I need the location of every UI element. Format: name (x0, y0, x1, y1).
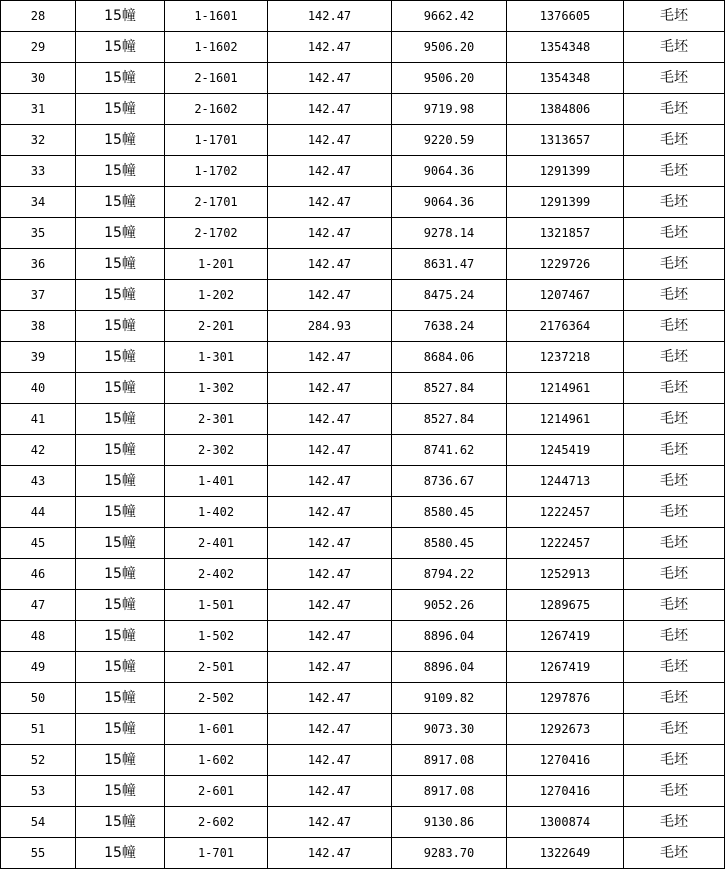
cell-total-price: 1354348 (507, 32, 624, 63)
cell-seq: 33 (1, 156, 76, 187)
cell-total-price: 1207467 (507, 280, 624, 311)
cell-unit: 2-302 (165, 435, 268, 466)
table-row (1, 63, 725, 94)
cell-building: 15幢 (76, 404, 165, 435)
table-row (1, 249, 725, 280)
cell-area: 142.47 (268, 435, 392, 466)
cell-status: 毛坯 (624, 466, 725, 497)
cell-area: 142.47 (268, 683, 392, 714)
table-row (1, 187, 725, 218)
cell-building: 15幢 (76, 528, 165, 559)
cell-total-price: 1222457 (507, 497, 624, 528)
cell-unit-price: 8896.04 (392, 652, 507, 683)
table-row (1, 745, 725, 776)
cell-unit: 1-202 (165, 280, 268, 311)
cell-status: 毛坯 (624, 776, 725, 807)
cell-unit-price: 9220.59 (392, 125, 507, 156)
cell-area: 142.47 (268, 187, 392, 218)
cell-unit-price: 9719.98 (392, 94, 507, 125)
cell-total-price: 1289675 (507, 590, 624, 621)
cell-seq: 52 (1, 745, 76, 776)
cell-status: 毛坯 (624, 528, 725, 559)
table-row (1, 32, 725, 63)
cell-total-price: 1291399 (507, 156, 624, 187)
cell-area: 142.47 (268, 838, 392, 869)
cell-unit: 1-701 (165, 838, 268, 869)
cell-unit: 1-1602 (165, 32, 268, 63)
cell-building: 15幢 (76, 683, 165, 714)
cell-seq: 39 (1, 342, 76, 373)
table-row (1, 94, 725, 125)
table-body (1, 1, 725, 869)
cell-area: 142.47 (268, 156, 392, 187)
cell-status: 毛坯 (624, 249, 725, 280)
cell-total-price: 1322649 (507, 838, 624, 869)
cell-total-price: 1297876 (507, 683, 624, 714)
cell-seq: 30 (1, 63, 76, 94)
cell-area: 142.47 (268, 32, 392, 63)
cell-unit: 2-301 (165, 404, 268, 435)
cell-unit-price: 9073.30 (392, 714, 507, 745)
cell-seq: 46 (1, 559, 76, 590)
cell-building: 15幢 (76, 652, 165, 683)
cell-status: 毛坯 (624, 94, 725, 125)
cell-total-price: 1270416 (507, 745, 624, 776)
cell-total-price: 1291399 (507, 187, 624, 218)
cell-unit: 2-402 (165, 559, 268, 590)
cell-unit: 1-402 (165, 497, 268, 528)
cell-seq: 53 (1, 776, 76, 807)
table-row (1, 590, 725, 621)
cell-unit-price: 8917.08 (392, 745, 507, 776)
cell-unit-price: 9506.20 (392, 63, 507, 94)
cell-unit-price: 8794.22 (392, 559, 507, 590)
table-row (1, 156, 725, 187)
table-row (1, 497, 725, 528)
cell-unit-price: 9283.70 (392, 838, 507, 869)
cell-building: 15幢 (76, 32, 165, 63)
cell-seq: 42 (1, 435, 76, 466)
cell-area: 142.47 (268, 807, 392, 838)
cell-unit-price: 8631.47 (392, 249, 507, 280)
table-row (1, 125, 725, 156)
cell-unit-price: 8684.06 (392, 342, 507, 373)
cell-building: 15幢 (76, 311, 165, 342)
cell-total-price: 1376605 (507, 1, 624, 32)
cell-unit-price: 9278.14 (392, 218, 507, 249)
cell-unit: 2-502 (165, 683, 268, 714)
cell-area: 142.47 (268, 497, 392, 528)
table-row (1, 621, 725, 652)
cell-total-price: 1214961 (507, 404, 624, 435)
table-row (1, 683, 725, 714)
cell-total-price: 1267419 (507, 621, 624, 652)
cell-area: 142.47 (268, 621, 392, 652)
cell-unit-price: 8475.24 (392, 280, 507, 311)
cell-seq: 40 (1, 373, 76, 404)
cell-status: 毛坯 (624, 156, 725, 187)
cell-status: 毛坯 (624, 745, 725, 776)
table-row (1, 280, 725, 311)
cell-seq: 35 (1, 218, 76, 249)
cell-unit: 1-1701 (165, 125, 268, 156)
cell-total-price: 1354348 (507, 63, 624, 94)
cell-seq: 31 (1, 94, 76, 125)
cell-unit-price: 8580.45 (392, 497, 507, 528)
cell-status: 毛坯 (624, 373, 725, 404)
cell-status: 毛坯 (624, 1, 725, 32)
cell-building: 15幢 (76, 466, 165, 497)
cell-building: 15幢 (76, 280, 165, 311)
cell-unit: 2-1702 (165, 218, 268, 249)
cell-seq: 48 (1, 621, 76, 652)
cell-seq: 55 (1, 838, 76, 869)
cell-unit-price: 8741.62 (392, 435, 507, 466)
cell-status: 毛坯 (624, 218, 725, 249)
cell-unit-price: 9109.82 (392, 683, 507, 714)
cell-seq: 32 (1, 125, 76, 156)
cell-total-price: 1245419 (507, 435, 624, 466)
cell-status: 毛坯 (624, 497, 725, 528)
cell-area: 142.47 (268, 745, 392, 776)
cell-area: 284.93 (268, 311, 392, 342)
cell-area: 142.47 (268, 714, 392, 745)
cell-area: 142.47 (268, 466, 392, 497)
cell-building: 15幢 (76, 249, 165, 280)
cell-unit: 1-1702 (165, 156, 268, 187)
cell-status: 毛坯 (624, 838, 725, 869)
cell-area: 142.47 (268, 342, 392, 373)
table-row (1, 559, 725, 590)
cell-seq: 44 (1, 497, 76, 528)
cell-unit-price: 8896.04 (392, 621, 507, 652)
cell-building: 15幢 (76, 342, 165, 373)
cell-area: 142.47 (268, 63, 392, 94)
cell-area: 142.47 (268, 280, 392, 311)
cell-seq: 36 (1, 249, 76, 280)
cell-building: 15幢 (76, 435, 165, 466)
cell-seq: 43 (1, 466, 76, 497)
cell-unit-price: 9130.86 (392, 807, 507, 838)
cell-unit: 1-1601 (165, 1, 268, 32)
cell-building: 15幢 (76, 187, 165, 218)
cell-seq: 47 (1, 590, 76, 621)
cell-total-price: 1267419 (507, 652, 624, 683)
cell-unit-price: 8917.08 (392, 776, 507, 807)
cell-unit-price: 7638.24 (392, 311, 507, 342)
cell-total-price: 1244713 (507, 466, 624, 497)
cell-status: 毛坯 (624, 280, 725, 311)
cell-status: 毛坯 (624, 311, 725, 342)
cell-area: 142.47 (268, 528, 392, 559)
cell-seq: 34 (1, 187, 76, 218)
cell-total-price: 2176364 (507, 311, 624, 342)
cell-seq: 29 (1, 32, 76, 63)
cell-unit: 2-601 (165, 776, 268, 807)
cell-unit: 1-602 (165, 745, 268, 776)
cell-area: 142.47 (268, 652, 392, 683)
cell-unit: 1-502 (165, 621, 268, 652)
cell-total-price: 1237218 (507, 342, 624, 373)
cell-building: 15幢 (76, 590, 165, 621)
table-row (1, 652, 725, 683)
cell-area: 142.47 (268, 590, 392, 621)
cell-building: 15幢 (76, 1, 165, 32)
cell-unit: 2-501 (165, 652, 268, 683)
cell-status: 毛坯 (624, 187, 725, 218)
cell-building: 15幢 (76, 218, 165, 249)
cell-total-price: 1321857 (507, 218, 624, 249)
cell-seq: 37 (1, 280, 76, 311)
table-row (1, 1, 725, 32)
cell-unit-price: 8527.84 (392, 404, 507, 435)
cell-building: 15幢 (76, 373, 165, 404)
cell-status: 毛坯 (624, 683, 725, 714)
cell-building: 15幢 (76, 807, 165, 838)
cell-seq: 51 (1, 714, 76, 745)
cell-unit: 2-1601 (165, 63, 268, 94)
cell-total-price: 1292673 (507, 714, 624, 745)
cell-building: 15幢 (76, 63, 165, 94)
cell-status: 毛坯 (624, 652, 725, 683)
cell-area: 142.47 (268, 776, 392, 807)
cell-area: 142.47 (268, 373, 392, 404)
cell-unit: 1-401 (165, 466, 268, 497)
cell-seq: 45 (1, 528, 76, 559)
cell-unit-price: 9064.36 (392, 187, 507, 218)
cell-status: 毛坯 (624, 714, 725, 745)
table-row (1, 342, 725, 373)
table-row (1, 373, 725, 404)
cell-seq: 38 (1, 311, 76, 342)
cell-seq: 49 (1, 652, 76, 683)
cell-building: 15幢 (76, 94, 165, 125)
table-row (1, 218, 725, 249)
cell-total-price: 1252913 (507, 559, 624, 590)
cell-total-price: 1270416 (507, 776, 624, 807)
cell-seq: 54 (1, 807, 76, 838)
cell-unit-price: 8580.45 (392, 528, 507, 559)
cell-total-price: 1229726 (507, 249, 624, 280)
cell-unit: 1-601 (165, 714, 268, 745)
table-row (1, 528, 725, 559)
cell-unit-price: 8527.84 (392, 373, 507, 404)
cell-status: 毛坯 (624, 342, 725, 373)
cell-area: 142.47 (268, 249, 392, 280)
cell-building: 15幢 (76, 125, 165, 156)
cell-status: 毛坯 (624, 125, 725, 156)
table-row (1, 838, 725, 869)
cell-area: 142.47 (268, 94, 392, 125)
cell-seq: 28 (1, 1, 76, 32)
cell-building: 15幢 (76, 714, 165, 745)
cell-unit-price: 8736.67 (392, 466, 507, 497)
cell-status: 毛坯 (624, 621, 725, 652)
cell-building: 15幢 (76, 621, 165, 652)
table-row (1, 714, 725, 745)
cell-unit: 2-602 (165, 807, 268, 838)
cell-area: 142.47 (268, 559, 392, 590)
table-row (1, 404, 725, 435)
cell-status: 毛坯 (624, 807, 725, 838)
cell-total-price: 1384806 (507, 94, 624, 125)
table-row (1, 435, 725, 466)
table-row (1, 466, 725, 497)
cell-unit-price: 9064.36 (392, 156, 507, 187)
cell-unit: 2-401 (165, 528, 268, 559)
cell-unit: 2-1701 (165, 187, 268, 218)
cell-total-price: 1214961 (507, 373, 624, 404)
cell-area: 142.47 (268, 218, 392, 249)
cell-area: 142.47 (268, 1, 392, 32)
cell-unit: 1-302 (165, 373, 268, 404)
cell-unit: 2-201 (165, 311, 268, 342)
cell-unit: 1-201 (165, 249, 268, 280)
table-row (1, 311, 725, 342)
cell-unit-price: 9506.20 (392, 32, 507, 63)
cell-building: 15幢 (76, 776, 165, 807)
cell-status: 毛坯 (624, 404, 725, 435)
cell-building: 15幢 (76, 559, 165, 590)
cell-seq: 41 (1, 404, 76, 435)
cell-status: 毛坯 (624, 63, 725, 94)
cell-status: 毛坯 (624, 435, 725, 466)
cell-building: 15幢 (76, 156, 165, 187)
cell-unit-price: 9052.26 (392, 590, 507, 621)
cell-unit: 1-501 (165, 590, 268, 621)
cell-seq: 50 (1, 683, 76, 714)
cell-building: 15幢 (76, 745, 165, 776)
cell-area: 142.47 (268, 125, 392, 156)
cell-unit: 1-301 (165, 342, 268, 373)
cell-unit: 2-1602 (165, 94, 268, 125)
cell-status: 毛坯 (624, 559, 725, 590)
cell-total-price: 1313657 (507, 125, 624, 156)
table-row (1, 807, 725, 838)
cell-unit-price: 9662.42 (392, 1, 507, 32)
cell-status: 毛坯 (624, 32, 725, 63)
cell-building: 15幢 (76, 838, 165, 869)
cell-building: 15幢 (76, 497, 165, 528)
cell-area: 142.47 (268, 404, 392, 435)
cell-total-price: 1222457 (507, 528, 624, 559)
table-row (1, 776, 725, 807)
cell-total-price: 1300874 (507, 807, 624, 838)
cell-status: 毛坯 (624, 590, 725, 621)
